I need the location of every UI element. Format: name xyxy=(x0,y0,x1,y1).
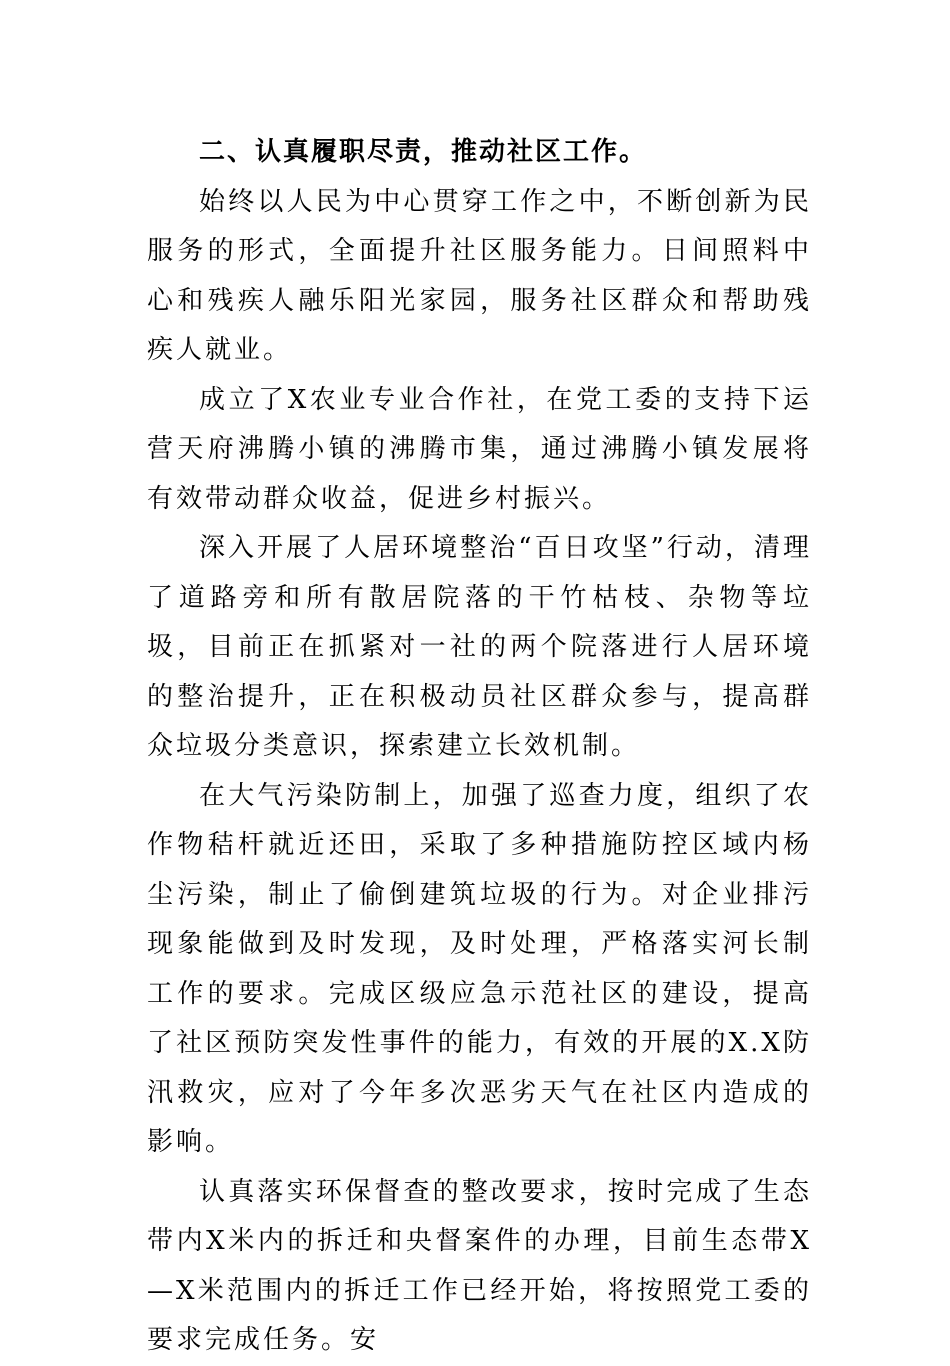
paragraph-air-pollution: 在大气污染防制上，加强了巡查力度，组织了农作物秸杆就近还田，采取了多种措施防控区域内杨尘污染，制止了偷倒建筑垃圾的行为。对企业排污现象能做到及时发现，及时处理，严格落实河长制工作的要求。完成区级应急示范社区的建设，提高了社区预防突发性事件的能力，有效的开展的X.X防汛救灾，应对了今年多次恶劣天气在社区内造成的影响。 xyxy=(147,780,812,1157)
section-heading: 二、认真履职尽责，推动社区工作。 xyxy=(199,137,648,167)
paragraph-service: 始终以人民为中心贯穿工作之中，不断创新为民服务的形式，全面提升社区服务能力。日间照料中心和残疾人融乐阳光家园，服务社区群众和帮助残疾人就业。 xyxy=(147,186,812,365)
paragraph-cooperative: 成立了X农业专业合作社，在党工委的支持下运营天府沸腾小镇的沸腾市集，通过沸腾小镇发展将有效带动群众收益，促进乡村振兴。 xyxy=(147,384,812,514)
document-body xyxy=(147,128,812,1366)
paragraph-environment: 深入开展了人居环境整治“百日攻坚”行动，清理了道路旁和所有散居院落的干竹枯枝、杂物等垃圾，目前正在抓紧对一社的两个院落进行人居环境的整治提升，正在积极动员社区群众参与，提高群众垃圾分类意识，探索建立长效机制。 xyxy=(147,533,812,761)
paragraph-inspection: 认真落实环保督查的整改要求，按时完成了生态带内X米内的拆迁和央督案件的办理，目前生态带X—X米范围内的拆迁工作已经开始，将按照党工委的要求完成任务。安 xyxy=(147,1176,812,1355)
